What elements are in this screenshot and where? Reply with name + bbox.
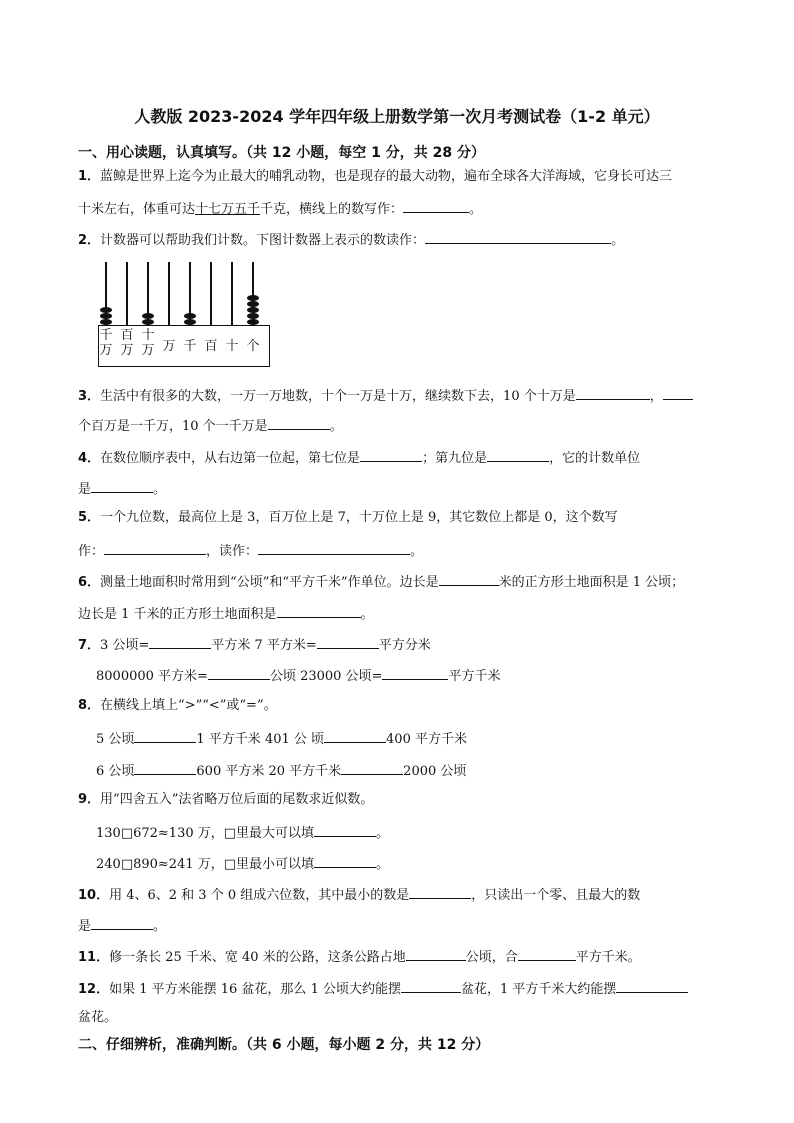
- answer-blank[interactable]: [576, 385, 650, 400]
- answer-blank[interactable]: [401, 978, 461, 993]
- question-text: 在数位顺序表中，从右边第一位起，第七位是: [100, 451, 361, 466]
- question-text: 用 4、6、2 和 3 个 0 组成六位数，其中最小的数是: [109, 888, 410, 903]
- question-text: 千克，横线上的数写作：: [260, 202, 404, 217]
- question-text: 十米左右，体重可达: [78, 202, 196, 217]
- question-9-line-3: [96, 853, 389, 874]
- question-number: 10．: [78, 888, 110, 903]
- question-9-line-1: [78, 791, 373, 809]
- question-text: 一个九位数，最高位上是 3，百万位上是 7，十万位上是 9，其它数位上都是 0，这个数写: [100, 510, 618, 525]
- question-text: 5 公顷: [96, 732, 135, 747]
- question-9-line-2: [96, 822, 389, 843]
- answer-blank[interactable]: [409, 884, 471, 899]
- question-number: 7．: [78, 638, 101, 653]
- abacus-rod: [210, 262, 212, 326]
- question-text: 6 公顷: [96, 764, 135, 779]
- section-heading-fill-in: 一、用心读题，认真填写。（共 12 小题，每空 1 分，共 28 分）: [78, 145, 485, 161]
- question-number: 3．: [78, 389, 101, 404]
- question-text: 盆花。: [78, 1010, 118, 1025]
- question-text: 测量土地面积时常用到“公顷”和“平方千米”作单位。边长是: [100, 575, 439, 590]
- answer-blank[interactable]: [616, 978, 688, 993]
- answer-blank[interactable]: [134, 760, 196, 775]
- question-text: 。: [360, 607, 374, 622]
- question-number: 12．: [78, 982, 110, 997]
- question-12-line-1: [78, 978, 688, 999]
- question-text: 如果 1 平方米能摆 16 盆花，那么 1 公顷大约能摆: [109, 982, 401, 997]
- answer-blank[interactable]: [258, 540, 410, 555]
- abacus-bead: [247, 307, 259, 313]
- abacus-figure: [98, 262, 270, 368]
- question-text: 。: [376, 857, 390, 872]
- question-text: 生活中有很多的大数，一万一万地数，十个一万是十万，继续数下去，10 个十万是: [100, 389, 576, 404]
- question-text: 平方米 7 平方米=: [211, 638, 317, 653]
- abacus-bead: [100, 307, 112, 313]
- question-text: 600 平方米 20 平方千米: [196, 764, 342, 779]
- question-3-line-2: [78, 415, 343, 436]
- question-text: 。: [153, 919, 167, 934]
- answer-blank[interactable]: [317, 634, 379, 649]
- question-text: 用“四舍五入”法省略万位后面的尾数求近似数。: [100, 792, 374, 807]
- answer-blank[interactable]: [518, 946, 576, 961]
- question-text: ，它的计数单位: [549, 451, 641, 466]
- question-text: 平方分米: [378, 638, 431, 653]
- question-text: 。: [329, 419, 343, 434]
- abacus-bead: [247, 301, 259, 307]
- answer-blank[interactable]: [382, 665, 448, 680]
- abacus-bead: [184, 313, 196, 319]
- abacus-bead: [247, 295, 259, 301]
- answer-blank[interactable]: [663, 385, 693, 400]
- underlined-number: 十七万五千: [195, 202, 261, 217]
- question-6-line-1: [78, 571, 684, 592]
- question-text: 盆花，1 平方千米大约能摆: [460, 982, 617, 997]
- question-text: 。: [410, 544, 424, 559]
- question-text: 。: [611, 233, 625, 248]
- answer-blank[interactable]: [403, 198, 469, 213]
- question-text: 蓝鲸是世界上迄今为止最大的哺乳动物，也是现存的最大动物，遍布全球各大洋海域，它身长可达三: [100, 169, 673, 184]
- question-text: ，只读出一个零、且最大的数: [471, 888, 641, 903]
- answer-blank[interactable]: [149, 634, 211, 649]
- question-text: 3 公顷=: [100, 638, 150, 653]
- question-text: 。: [469, 202, 483, 217]
- question-4-line-2: [78, 478, 166, 499]
- question-text: ，读作：: [206, 544, 259, 559]
- abacus-rod: [168, 262, 170, 326]
- question-1-line-1: [78, 168, 672, 186]
- answer-blank[interactable]: [104, 540, 206, 555]
- place-label-ten-million: 千 万: [99, 328, 113, 358]
- question-10-line-2: [78, 915, 166, 936]
- answer-blank[interactable]: [406, 946, 466, 961]
- question-text: 是: [78, 919, 92, 934]
- question-number: 5．: [78, 510, 101, 525]
- answer-blank[interactable]: [360, 447, 422, 462]
- section-heading-judgement: 二、仔细辨析，准确判断。（共 6 小题，每小题 2 分，共 12 分）: [78, 1037, 490, 1053]
- question-11-line: [78, 946, 641, 967]
- question-text: 计数器可以帮助我们计数。下图计数器上表示的数读作：: [100, 233, 426, 248]
- place-label-ten: 十: [225, 339, 239, 354]
- question-text: 作：: [78, 544, 105, 559]
- question-2-line: [78, 229, 624, 250]
- abacus-bead: [100, 313, 112, 319]
- abacus-bead: [142, 313, 154, 319]
- question-text: 公顷，合: [465, 950, 518, 965]
- question-text: 2000 公顷: [403, 764, 467, 779]
- question-4-line-1: [78, 447, 640, 468]
- question-10-line-1: [78, 884, 640, 905]
- question-text: 平方千米: [448, 669, 501, 684]
- question-7-line-1: [78, 634, 431, 655]
- question-number: 2．: [78, 233, 101, 248]
- answer-blank[interactable]: [439, 571, 499, 586]
- answer-blank[interactable]: [208, 665, 270, 680]
- question-number: 1．: [78, 169, 101, 184]
- question-text: 在横线上填上“>”“<”或“=”。: [100, 698, 277, 713]
- place-label-one: 个: [246, 339, 260, 354]
- question-number: 6．: [78, 575, 101, 590]
- place-label-thousand: 千: [183, 339, 197, 354]
- answer-blank[interactable]: [277, 603, 361, 618]
- question-number: 4．: [78, 451, 101, 466]
- question-8-line-2: [96, 728, 467, 749]
- question-text: 130□672≈130 万，□里最大可以填: [96, 826, 315, 841]
- question-text: 个百万是一千万，10 个一千万是: [78, 419, 268, 434]
- question-8-line-1: [78, 697, 277, 715]
- question-number: 9．: [78, 792, 101, 807]
- question-text: 。: [376, 826, 390, 841]
- question-1-line-2: [78, 198, 482, 219]
- question-text: 修一条长 25 千米、宽 40 米的公路，这条公路占地: [109, 950, 406, 965]
- question-7-line-2: [96, 665, 500, 686]
- question-text: 400 平方千米: [386, 732, 467, 747]
- question-3-line-1: [78, 385, 693, 406]
- place-label-hundred-thousand: 十 万: [141, 328, 155, 358]
- page-title: 人教版 2023-2024 学年四年级上册数学第一次月考测试卷（1-2 单元）: [134, 107, 660, 126]
- question-text: 平方千米。: [575, 950, 641, 965]
- question-text: 公顷 23000 公顷=: [269, 669, 383, 684]
- question-text: 240□890≈241 万，□里最小可以填: [96, 857, 315, 872]
- question-6-line-2: [78, 603, 374, 624]
- question-text: 8000000 平方米=: [96, 669, 208, 684]
- question-text: ；第九位是: [422, 451, 488, 466]
- answer-blank[interactable]: [324, 728, 386, 743]
- abacus-rod: [231, 262, 233, 326]
- answer-blank[interactable]: [341, 760, 403, 775]
- answer-blank[interactable]: [134, 728, 196, 743]
- answer-blank[interactable]: [314, 822, 376, 837]
- answer-blank[interactable]: [268, 415, 330, 430]
- abacus-bead: [247, 313, 259, 319]
- place-label-hundred: 百: [204, 339, 218, 354]
- question-number: 8．: [78, 698, 101, 713]
- question-text: 边长是 1 千米的正方形土地面积是: [78, 607, 277, 622]
- answer-blank[interactable]: [91, 915, 153, 930]
- question-text: 是: [78, 482, 92, 497]
- question-number: 11．: [78, 950, 110, 965]
- question-5-line-2: [78, 540, 423, 561]
- answer-blank[interactable]: [487, 447, 549, 462]
- question-5-line-1: [78, 509, 618, 527]
- answer-blank[interactable]: [425, 229, 611, 244]
- question-text: 。: [153, 482, 167, 497]
- abacus-rod: [126, 262, 128, 326]
- question-text: 米的正方形土地面积是 1 公顷；: [498, 575, 685, 590]
- question-text: ，: [649, 389, 663, 404]
- question-12-line-2: [78, 1009, 117, 1027]
- answer-blank[interactable]: [314, 853, 376, 868]
- place-label-ten-thousand: 万: [162, 339, 176, 354]
- question-8-line-3: [96, 760, 466, 781]
- question-text: 1 平方千米 401 公 顷: [196, 732, 325, 747]
- place-label-million: 百 万: [120, 328, 134, 358]
- answer-blank[interactable]: [91, 478, 153, 493]
